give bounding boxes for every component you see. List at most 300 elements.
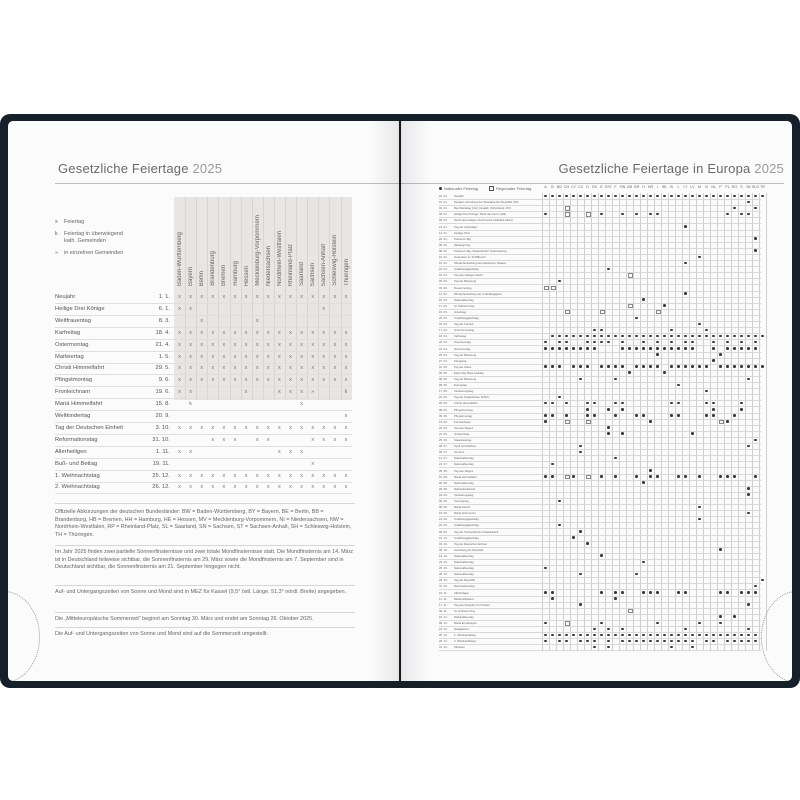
national-holiday-dot (607, 341, 610, 344)
holiday-mark: x (244, 329, 248, 336)
holiday-mark: x (311, 365, 315, 372)
row-date: 01. 11. (439, 590, 448, 595)
national-holiday-dot (747, 512, 750, 515)
national-holiday-dot (656, 347, 659, 350)
national-holiday-dot (621, 365, 624, 368)
holiday-mark: x (200, 317, 204, 324)
holiday-mark: x (178, 329, 181, 336)
country-code: E (600, 185, 603, 189)
regional-holiday-square (565, 475, 570, 480)
holiday-mark: x (289, 329, 292, 336)
national-holiday-dot (733, 207, 736, 210)
national-holiday-dot (621, 347, 624, 350)
national-holiday-dot (719, 353, 722, 356)
holiday-row (55, 375, 352, 387)
national-holiday-dot (712, 402, 715, 405)
national-holiday-dot (726, 195, 729, 198)
row-date: 27. 04. (439, 358, 448, 363)
summer-time-text: Die „Mitteleuropäische Sommerzeit“ beginnt am Sonntag 30. März und endet am Sonntag 26. Oktober 2025. (55, 616, 314, 622)
row-name: Kyrill und Method (454, 444, 476, 449)
sun-moon-text: Auf- und Untergangszeiten von Sonne und Mond sind in MEZ für Kassel (9,5° östl. Länge, 51,3° nördl. Breite) angegeben. (55, 589, 347, 595)
national-holiday-dot (747, 201, 750, 204)
national-holiday-dot (607, 365, 610, 368)
holiday-mark: x (278, 424, 281, 431)
national-holiday-dot (642, 347, 645, 350)
holiday-date: 8. 3. (158, 317, 170, 324)
row-date: 24. 05. (439, 395, 448, 400)
national-holiday-dot (579, 530, 582, 533)
row-name: Tag der Verteidiger (454, 224, 478, 229)
holiday-mark: x (266, 341, 270, 348)
holiday-mark: x (344, 294, 348, 300)
national-holiday-dot (656, 640, 659, 643)
holiday-name: Weltfrauentag (55, 317, 91, 324)
row-date: 24. 02. (439, 267, 448, 272)
holiday-mark: x (178, 484, 181, 491)
right-page (401, 121, 792, 681)
national-holiday-dot (740, 335, 743, 338)
national-holiday-dot (544, 634, 547, 637)
national-holiday-dot (691, 195, 694, 198)
holiday-mark: x (333, 341, 337, 348)
national-holiday-dot (607, 426, 610, 429)
national-holiday-dot (747, 445, 750, 448)
holiday-mark: x (344, 329, 348, 336)
national-holiday-dot (635, 414, 638, 417)
holiday-mark: x (189, 305, 192, 312)
national-holiday-dot (565, 195, 568, 198)
national-holiday-dot (642, 414, 645, 417)
row-name: Nationalfeiertag (454, 560, 474, 564)
row-name: Christi Himmelfahrt (454, 401, 478, 406)
national-holiday-dot (733, 475, 736, 478)
national-holiday-dot (586, 195, 589, 198)
state-column-header: Brandenburg (210, 251, 217, 286)
national-holiday-dot (754, 439, 757, 442)
row-date: 03. 10. (439, 541, 448, 546)
holiday-mark: x (255, 365, 259, 372)
holiday-row (55, 328, 352, 340)
national-holiday-dot (586, 634, 589, 637)
row-name: Nationalfeiertag (454, 614, 474, 619)
holiday-name: Heilige Drei Könige (55, 305, 105, 312)
holiday-mark: x (189, 389, 192, 396)
holiday-row (55, 316, 352, 328)
state-column-header: Bremen (221, 264, 228, 286)
row-name: Nationalfeiertag (454, 553, 474, 558)
national-holiday-dot (593, 414, 596, 417)
national-holiday-dot (740, 195, 743, 198)
holiday-mark: x (211, 484, 215, 491)
holiday-mark: x (322, 294, 326, 300)
national-holiday-dot (600, 329, 603, 332)
national-holiday-dot (607, 268, 610, 271)
row-date: 15. 03. (439, 297, 448, 302)
row-name: Tag der Freiheit (454, 322, 474, 327)
national-holiday-dot (656, 475, 659, 478)
row-date: 15. 08. (439, 474, 448, 479)
national-holiday-dot (628, 347, 631, 350)
holiday-mark: k (344, 389, 348, 396)
holiday-mark: x (311, 329, 315, 336)
national-holiday-dot (614, 402, 617, 405)
row-date: 21. 09. (439, 517, 448, 522)
row-name: Prešeren-Tag, Slowenischer Kulturfeiertag (454, 248, 507, 253)
holiday-mark: x (200, 424, 204, 431)
national-holiday-dot (754, 365, 757, 368)
holiday-mark: x (333, 365, 337, 372)
national-holiday-dot (747, 347, 750, 350)
holiday-mark: x (178, 377, 181, 384)
legend-item (55, 238, 123, 246)
national-holiday-dot (579, 603, 582, 606)
country-code: CY (571, 185, 576, 189)
holiday-mark: x (189, 377, 192, 384)
holiday-mark: x (311, 424, 315, 431)
holiday-date: 19. 11. (152, 460, 170, 467)
national-holiday-dot (628, 634, 631, 637)
regional-holiday-square (628, 609, 633, 614)
national-holiday-dot (593, 646, 596, 649)
national-holiday-dot (684, 292, 687, 295)
holiday-mark: x (178, 341, 181, 348)
national-holiday-dot (747, 640, 750, 643)
national-holiday-dot (684, 335, 687, 338)
national-holiday-dot (677, 195, 680, 198)
national-holiday-dot (558, 195, 561, 198)
national-holiday-dot (621, 640, 624, 643)
holiday-date: 26. 12. (152, 484, 170, 491)
holiday-mark: x (322, 353, 326, 360)
regional-holiday-square (586, 212, 591, 217)
national-holiday-dot (600, 365, 603, 368)
national-holiday-dot (712, 341, 715, 344)
national-holiday-dot (649, 347, 652, 350)
national-holiday-dot (656, 634, 659, 637)
national-holiday-dot (635, 347, 638, 350)
national-holiday-dot (754, 634, 757, 637)
national-holiday-dot (733, 365, 736, 368)
row-date: 02. 01. (439, 206, 448, 211)
national-holiday-dot (712, 408, 715, 411)
holiday-mark: x (200, 353, 204, 360)
holiday-mark: x (311, 353, 315, 360)
page-title-left (58, 161, 222, 176)
row-date: 17. 04. (439, 328, 448, 333)
row-name: Mariä Geburt (454, 505, 471, 510)
national-holiday-dot (698, 256, 701, 259)
row-name: Mariä Himmelfahrt (454, 474, 477, 479)
national-holiday-dot (754, 237, 757, 240)
national-holiday-dot (705, 634, 708, 637)
holiday-mark: x (222, 424, 226, 431)
holiday-mark: x (344, 341, 348, 348)
national-holiday-dot (572, 365, 575, 368)
national-holiday-dot (656, 213, 659, 216)
national-holiday-dot (677, 591, 680, 594)
holiday-row (55, 292, 352, 304)
holiday-mark: x (333, 377, 337, 384)
holiday-mark: x (222, 484, 226, 491)
row-date: 09. 05. (439, 383, 448, 388)
holiday-mark: x (255, 317, 259, 324)
row-name: Staatsfeiertag (454, 438, 472, 442)
holiday-mark: x (189, 472, 192, 479)
row-name: Tag des Sieges (454, 425, 474, 430)
national-holiday-dot (635, 634, 638, 637)
holiday-mark: x (244, 294, 248, 300)
national-holiday-dot (551, 414, 554, 417)
row-name: Unabhängigkeitstag (454, 523, 479, 528)
row-date: 01. 01. (439, 200, 448, 205)
country-code: H (642, 185, 645, 189)
national-holiday-dot (649, 591, 652, 594)
holiday-mark: x (178, 294, 181, 300)
row-date: 08. 05. (439, 377, 448, 381)
national-holiday-dot (544, 414, 547, 417)
row-date: 03. 03. (439, 285, 448, 290)
state-column-header: Saarland (299, 261, 306, 286)
row-date: 01. 09. (439, 492, 448, 497)
holiday-name: Buß- und Bettag (55, 460, 98, 467)
national-holiday-dot (642, 591, 645, 594)
legend-item (55, 231, 123, 239)
national-holiday-dot (698, 335, 701, 338)
holiday-row (55, 363, 352, 375)
holiday-mark: x (244, 341, 248, 348)
row-date: 06. 01. (439, 212, 448, 217)
national-holiday-dot (663, 640, 666, 643)
national-holiday-dot (614, 378, 617, 381)
book-spine-shadow (370, 121, 430, 681)
holiday-mark: x (233, 436, 237, 443)
national-holiday-dot (614, 591, 617, 594)
row-date: 08. 06. (439, 407, 448, 412)
national-holiday-dot (705, 402, 708, 405)
national-holiday-dot (621, 432, 624, 435)
national-holiday-dot (635, 213, 638, 216)
holiday-mark: x (255, 294, 259, 300)
country-code: IRL (661, 185, 668, 189)
holiday-row (55, 411, 352, 423)
national-holiday-dot (621, 408, 624, 411)
holiday-mark: x (222, 436, 226, 443)
holiday-mark: x (200, 329, 204, 336)
holiday-row (55, 471, 352, 483)
holiday-mark: x (178, 365, 181, 372)
holiday-mark: x (189, 341, 192, 348)
national-holiday-dot (593, 341, 596, 344)
holiday-mark: x (200, 484, 204, 491)
national-holiday-dot (544, 341, 547, 344)
holiday-mark: x (266, 329, 270, 336)
national-holiday-dot (607, 195, 610, 198)
national-holiday-dot (600, 622, 603, 625)
holiday-mark: x (255, 484, 259, 491)
national-holiday-dot (558, 335, 561, 338)
national-holiday-dot (621, 628, 624, 631)
national-holiday-dot (691, 432, 694, 435)
national-holiday-dot (740, 347, 743, 350)
holiday-mark: x (300, 341, 303, 348)
holiday-name: Weltkindertag (55, 413, 91, 419)
holiday-mark: x (233, 294, 237, 300)
state-column-header: Thüringen (343, 258, 350, 286)
row-name: Maria Schmerzen (454, 511, 476, 516)
holiday-mark: x (211, 436, 215, 443)
row-date: 29. 10. (439, 578, 448, 583)
legend-text: kath. Gemeinden (64, 238, 106, 244)
national-holiday-dot (628, 371, 631, 374)
national-holiday-dot (740, 402, 743, 405)
holiday-mark: x (189, 484, 192, 491)
holiday-mark: x (211, 377, 215, 384)
holiday-date: 1. 11. (155, 448, 170, 455)
holiday-mark: x (233, 484, 237, 491)
national-holiday-dot (642, 335, 645, 338)
national-holiday-dot (621, 634, 624, 637)
national-holiday-dot (635, 335, 638, 338)
national-holiday-dot (677, 347, 680, 350)
national-holiday-dot (740, 408, 743, 411)
national-holiday-dot (719, 591, 722, 594)
national-holiday-dot (586, 640, 589, 643)
national-holiday-dot (691, 347, 694, 350)
national-holiday-dot (754, 347, 757, 350)
national-holiday-dot (684, 262, 687, 265)
holiday-mark: x (222, 329, 226, 336)
row-date: 18. 04. (439, 334, 448, 339)
national-holiday-dot (684, 365, 687, 368)
national-holiday-dot (684, 347, 687, 350)
row-name: Tag des Kampfes für Freiheit (454, 602, 490, 607)
legend-symbol: » (55, 249, 59, 256)
holiday-mark: x (344, 413, 348, 419)
row-date: 20. 01. (439, 236, 448, 241)
holiday-mark: x (311, 472, 315, 479)
regional-holiday-square (565, 310, 570, 315)
national-holiday-dot (705, 335, 708, 338)
row-date: 13. 01. (439, 224, 448, 229)
row-name: Silvester (454, 645, 465, 650)
holiday-mark: x (211, 294, 215, 300)
row-date: 12. 10. (439, 553, 448, 558)
national-holiday-dot (642, 640, 645, 643)
holiday-mark: x (278, 389, 281, 396)
holiday-mark: x (289, 484, 292, 491)
national-holiday-dot (761, 335, 764, 338)
row-date: 30. 11. (439, 608, 448, 613)
row-name: Tag des Heiligen David (454, 273, 483, 278)
country-code: GB (626, 185, 633, 189)
national-holiday-dot (642, 341, 645, 344)
holiday-mark: x (189, 294, 192, 300)
regional-holiday-square (551, 286, 556, 291)
country-code: N (705, 185, 708, 189)
national-holiday-dot (670, 640, 673, 643)
national-holiday-dot (677, 335, 680, 338)
row-date: 20. 04. (439, 340, 448, 345)
national-holiday-dot (656, 335, 659, 338)
national-holiday-dot (747, 378, 750, 381)
holiday-date: 20. 9. (155, 413, 170, 419)
row-date: 01. 05. (439, 364, 448, 369)
separator (55, 503, 355, 504)
national-holiday-dot (600, 591, 603, 594)
row-date: 24. 12. (439, 627, 448, 632)
holiday-mark: x (344, 424, 348, 431)
page-title-right (559, 161, 784, 176)
national-holiday-dot (726, 634, 729, 637)
national-holiday-dot (593, 634, 596, 637)
row-date: 10. 02. (439, 255, 448, 259)
holiday-mark: x (222, 472, 226, 479)
row-name: Reformationstag (454, 584, 475, 589)
national-holiday-dot (565, 640, 568, 643)
holiday-row (55, 447, 352, 459)
state-column-header: Berlin (199, 270, 206, 286)
country-code: HR (647, 185, 654, 189)
holiday-mark: x (255, 353, 259, 360)
holiday-mark: x (278, 448, 281, 455)
row-name: Vereinigung (454, 499, 469, 503)
national-holiday-dot (747, 591, 750, 594)
country-code: LV (690, 185, 695, 189)
row-name: Königstag (454, 358, 467, 363)
national-holiday-dot (649, 634, 652, 637)
holiday-name: Karfreitag (55, 329, 81, 336)
holiday-date: 6. 1. (158, 305, 170, 312)
national-holiday-dot (733, 634, 736, 637)
national-holiday-dot (761, 195, 764, 198)
holiday-date: 9. 6. (158, 377, 170, 384)
national-holiday-dot (684, 628, 687, 631)
national-holiday-dot (607, 646, 610, 649)
national-holiday-dot (733, 335, 736, 338)
national-holiday-dot (544, 420, 547, 423)
holiday-mark: x (211, 472, 215, 479)
legend-item (55, 219, 123, 227)
country-code: SLO (751, 185, 760, 189)
row-date: 24. 06. (439, 431, 448, 436)
national-holiday-dot (544, 365, 547, 368)
row-name: Tag des Sieges (454, 468, 474, 473)
holiday-mark: x (311, 377, 315, 384)
state-column-header: Hamburg (232, 261, 239, 286)
row-name: Unabhängigkeitstag (454, 267, 479, 272)
row-name: Rosenmontag (454, 285, 472, 290)
holiday-mark: x (233, 472, 237, 479)
national-holiday-dot (670, 646, 673, 649)
row-date: 20. 08. (439, 480, 448, 485)
legend-text: in einzelnen Gemeinden (64, 249, 124, 256)
row-name: Tag der Deutschen Einheit (454, 541, 487, 546)
holiday-row (55, 352, 352, 364)
holiday-date: 15. 8. (155, 401, 170, 408)
national-holiday-dot (691, 634, 694, 637)
holiday-mark: x (333, 472, 337, 479)
regional-square-icon (489, 186, 494, 191)
national-holiday-dot (726, 213, 729, 216)
national-holiday-dot (740, 591, 743, 594)
row-date: 21. 04. (439, 346, 448, 351)
row-name: St. Patrick’s Day (454, 303, 475, 308)
regional-holiday-square (628, 273, 633, 278)
national-holiday-dot (614, 597, 617, 600)
national-holiday-dot (754, 591, 757, 594)
national-holiday-dot (635, 317, 638, 320)
national-holiday-dot (600, 195, 603, 198)
